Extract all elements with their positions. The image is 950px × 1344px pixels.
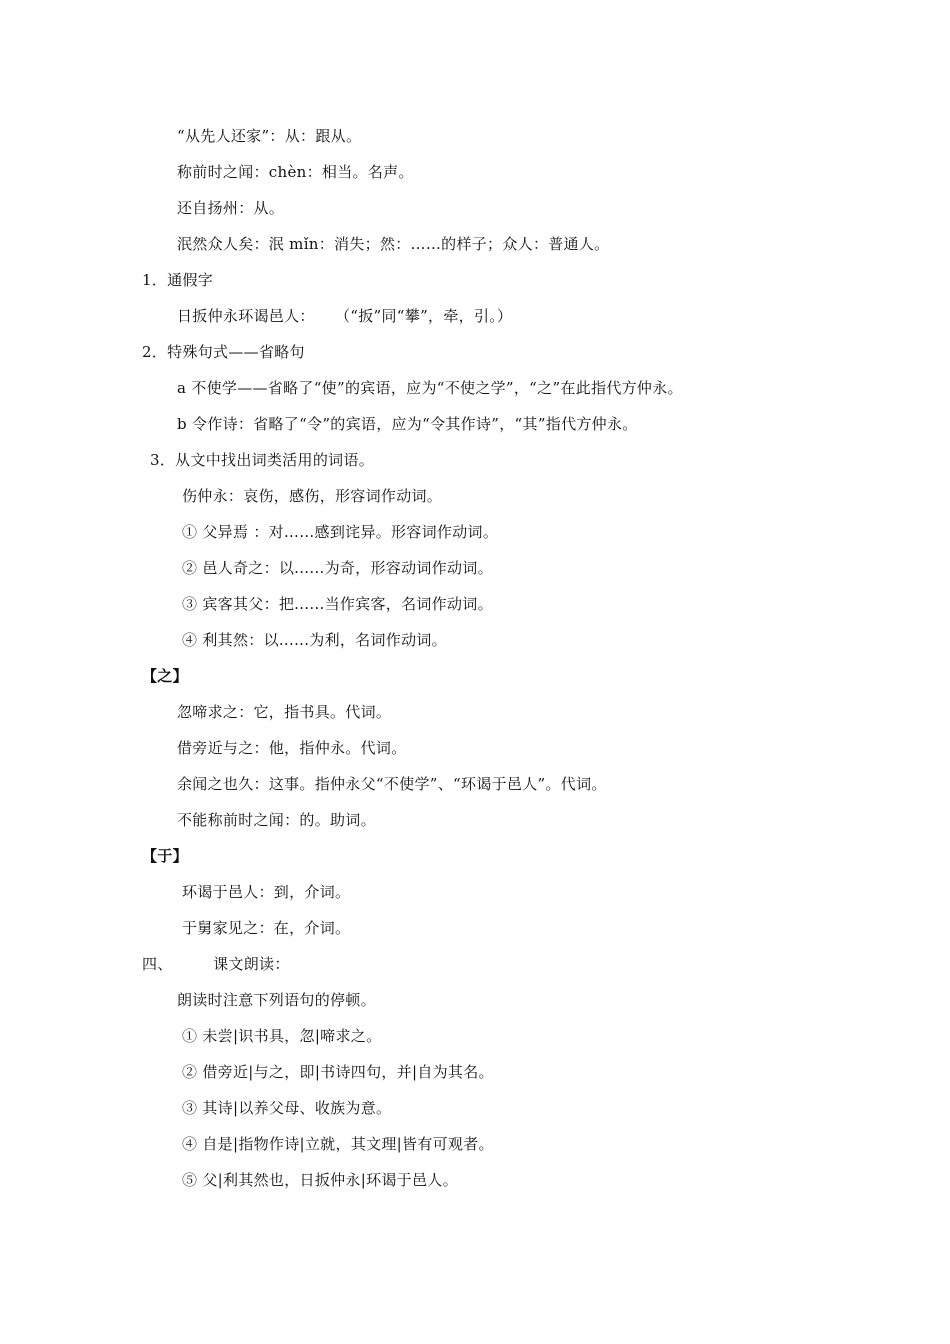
gloss-line: “从先人还家”：从：跟从。 [177,127,362,145]
gloss-line: 不能称前时之闻：的。助词。 [177,811,376,829]
list-item: ④ 利其然：以......为利，名词作动词。 [182,631,447,649]
gloss-line: 伤仲永：哀伤，感伤，形容词作动词。 [182,487,443,505]
gloss-line: 余闻之也久：这事。指仲永父“不使学”、“环谒于邑人”。代词。 [177,775,607,793]
gloss-line: 朗读时注意下列语句的停顿。 [177,991,376,1009]
gloss-line: a 不使学——省略了“使”的宾语，应为“不使之学”，“之”在此指代方仲永。 [177,379,683,397]
section-heading: 【之】 [142,667,188,685]
list-item: ③ 宾客其父：把......当作宾客，名词作动词。 [182,595,493,613]
section-heading: 3．从文中找出词类活用的词语。 [150,451,375,469]
list-item: ⑤ 父|利其然也，日扳仲永|环谒于邑人。 [182,1171,458,1189]
list-item: ③ 其诗|以养父母、收族为意。 [182,1099,392,1117]
gloss-line: 忽啼求之：它，指书具。代词。 [177,703,392,721]
list-item: ④ 自是|指物作诗|立就，其文理|皆有可观者。 [182,1135,494,1153]
gloss-line: b 令作诗：省略了“令”的宾语，应为“令其作诗”，“其”指代方仲永。 [177,415,638,433]
gloss-line: 称前时之闻：chèn：相当。名声。 [177,163,414,181]
gloss-line: 还自扬州：从。 [177,199,285,217]
gloss-line: 借旁近与之：他，指仲永。代词。 [177,739,407,757]
gloss-line: 泯然众人矣：泯 mǐn：消失；然：……的样子；众人：普通人。 [177,235,610,253]
list-item: ① 未尝|识书具，忽|啼求之。 [182,1027,382,1045]
section-heading: 1．通假字 [142,271,214,289]
list-item: ② 借旁近|与之，即|书诗四句，并|自为其名。 [182,1063,494,1081]
gloss-line: 日扳仲永环谒邑人： （“扳”同“攀”，牵，引。） [177,307,513,325]
section-heading: 【于】 [142,847,188,865]
section-heading: 2．特殊句式——省略句 [142,343,305,361]
gloss-line: 于舅家见之：在，介词。 [182,919,351,937]
gloss-line: 环谒于邑人：到，介词。 [182,883,351,901]
list-item: ② 邑人奇之：以......为奇，形容动词作动词。 [182,559,493,577]
list-item: ① 父异焉 ：对……感到诧异。形容词作动词。 [182,523,499,541]
section-heading: 四、 课文朗读： [142,955,290,973]
